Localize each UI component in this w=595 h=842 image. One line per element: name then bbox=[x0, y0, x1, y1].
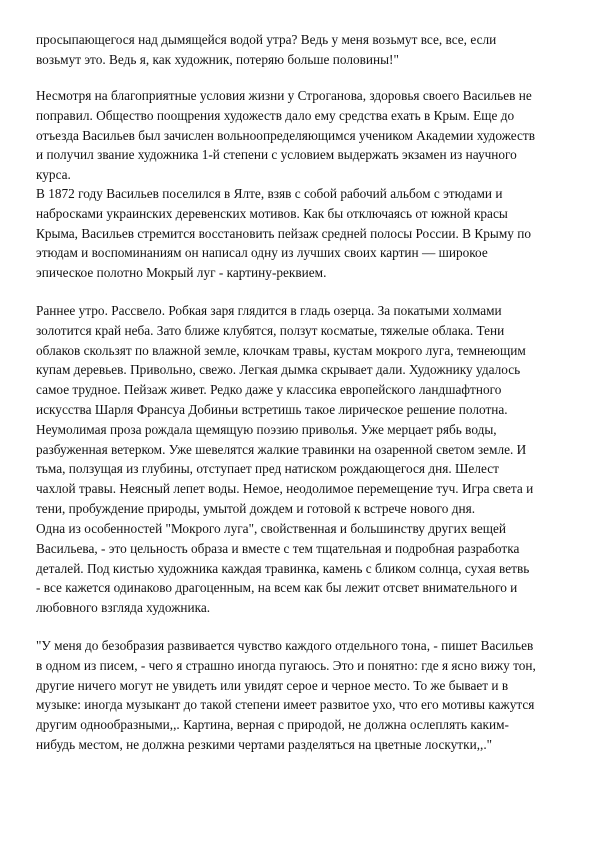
text-line: чахлой травы. Неясный лепет воды. Немое, неодолимое перемещение туч. Игра света и bbox=[36, 481, 534, 497]
text-line: поправил. Общество поощрения художеств дало ему средства ехать в Крым. Еще до bbox=[36, 107, 515, 123]
text-line: самое трудное. Пейзаж живет. Редко даже у классика европейского ландшафтного bbox=[36, 382, 502, 398]
paragraph-stroganov bbox=[36, 86, 561, 185]
paragraph-morning-description bbox=[36, 301, 561, 519]
text-line: нибудь местом, не должна резкими чертами разделяться на цветные лоскутки,,." bbox=[36, 736, 493, 752]
text-line: искусства Шарля Франсуа Добиньи встретишь такое лирическое решение полотна. bbox=[36, 401, 508, 417]
text-line: купам деревьев. Привольно, свежо. Легкая дымка скрывает дали. Художнику удалось bbox=[36, 362, 521, 378]
text-line: просыпающегося над дымящейся водой утра? Ведь у меня возьмут все, все, если bbox=[36, 32, 497, 47]
text-line: золотится край неба. Зато ближе клубятся, ползут косматые, тяжелые облака. Тени bbox=[36, 322, 505, 338]
text-line: Крыма, Васильев стремится восстановить пейзаж средней полосы России. В Крыму по bbox=[36, 225, 531, 241]
paragraph-letter-quote bbox=[36, 636, 561, 755]
text-line: тени, пробуждение природы, умытой дождем и готовой к встрече нового дня. bbox=[36, 500, 476, 516]
paragraph-quote-ending bbox=[36, 30, 561, 70]
text-line: Несмотря на благоприятные условия жизни у Строганова, здоровья своего Васильев не bbox=[36, 88, 532, 103]
text-line: - все кажется одинаково драгоценным, на всем как бы лежит отсвет внимательного и bbox=[36, 580, 518, 596]
text-line: набросками украинских деревенских мотивов. Как бы отключаясь от южной красы bbox=[36, 205, 508, 221]
text-line: Неумолимая проза рождала щемящую поэзию приволья. Уже мерцает рябь воды, bbox=[36, 421, 497, 437]
text-line: другим однообразными,,. Картина, верная с природой, не должна ослеплять каким- bbox=[36, 717, 509, 733]
text-line: "У меня до безобразия развивается чувство каждого отдельного тона, - пишет Васильев bbox=[36, 638, 534, 653]
text-line: разбуженная ветерком. Уже шевелятся жалкие травинки на озаренной светом земле. И bbox=[36, 441, 527, 457]
text-line: в одном из писем, - чего я страшно иногда пугаюсь. Это и понятно: где я ясно вижу тон, bbox=[36, 657, 536, 673]
text-line: Васильева, - это цельность образа и вместе с тем тщательная и подробная разработка bbox=[36, 540, 520, 556]
text-line: тьма, ползущая из глубины, отступает пред натиском рождающегося дня. Шелест bbox=[36, 461, 499, 477]
text-line: и получил звание художника 1-й степени с условием выдержать экзамен из научного bbox=[36, 147, 517, 163]
text-line: Раннее утро. Рассвело. Робкая заря глядится в гладь озерца. За покатыми холмами bbox=[36, 303, 502, 318]
text-line: курса. bbox=[36, 167, 71, 183]
paragraph-yalta bbox=[36, 184, 561, 283]
text-line: В 1872 году Васильев поселился в Ялте, взяв с собой рабочий альбом с этюдами и bbox=[36, 186, 503, 201]
text-line: возьмут это. Ведь я, как художник, потеряю больше половины!" bbox=[36, 51, 399, 67]
text-line: любовного взгляда художника. bbox=[36, 600, 211, 616]
text-line: эпическое полотно Мокрый луг - картину-реквием. bbox=[36, 265, 327, 281]
text-line: деталей. Под кистью художника каждая травинка, камень с бликом солнца, сухая ветвь bbox=[36, 560, 530, 576]
text-line: облаков скользят по влажной земле, клочкам травы, кустам мокрого луга, темнеющим bbox=[36, 342, 526, 358]
text-line: другие ничего могут не увидеть или увидят серое и черное место. То же бывает и в bbox=[36, 677, 509, 693]
paragraph-wet-meadow-features bbox=[36, 519, 561, 618]
text-line: отъезда Васильев был зачислен вольноопределяющимся учеником Академии художеств bbox=[36, 127, 535, 143]
text-line: этюдам и воспоминаниям он написал одну из лучших своих картин — широкое bbox=[36, 245, 488, 261]
text-line: музыке: иногда музыкант до такой степени имеет развитое ухо, что его мотивы кажутся bbox=[36, 697, 535, 713]
text-line: Одна из особенностей "Мокрого луга", свойственная и большинству других вещей bbox=[36, 521, 507, 536]
